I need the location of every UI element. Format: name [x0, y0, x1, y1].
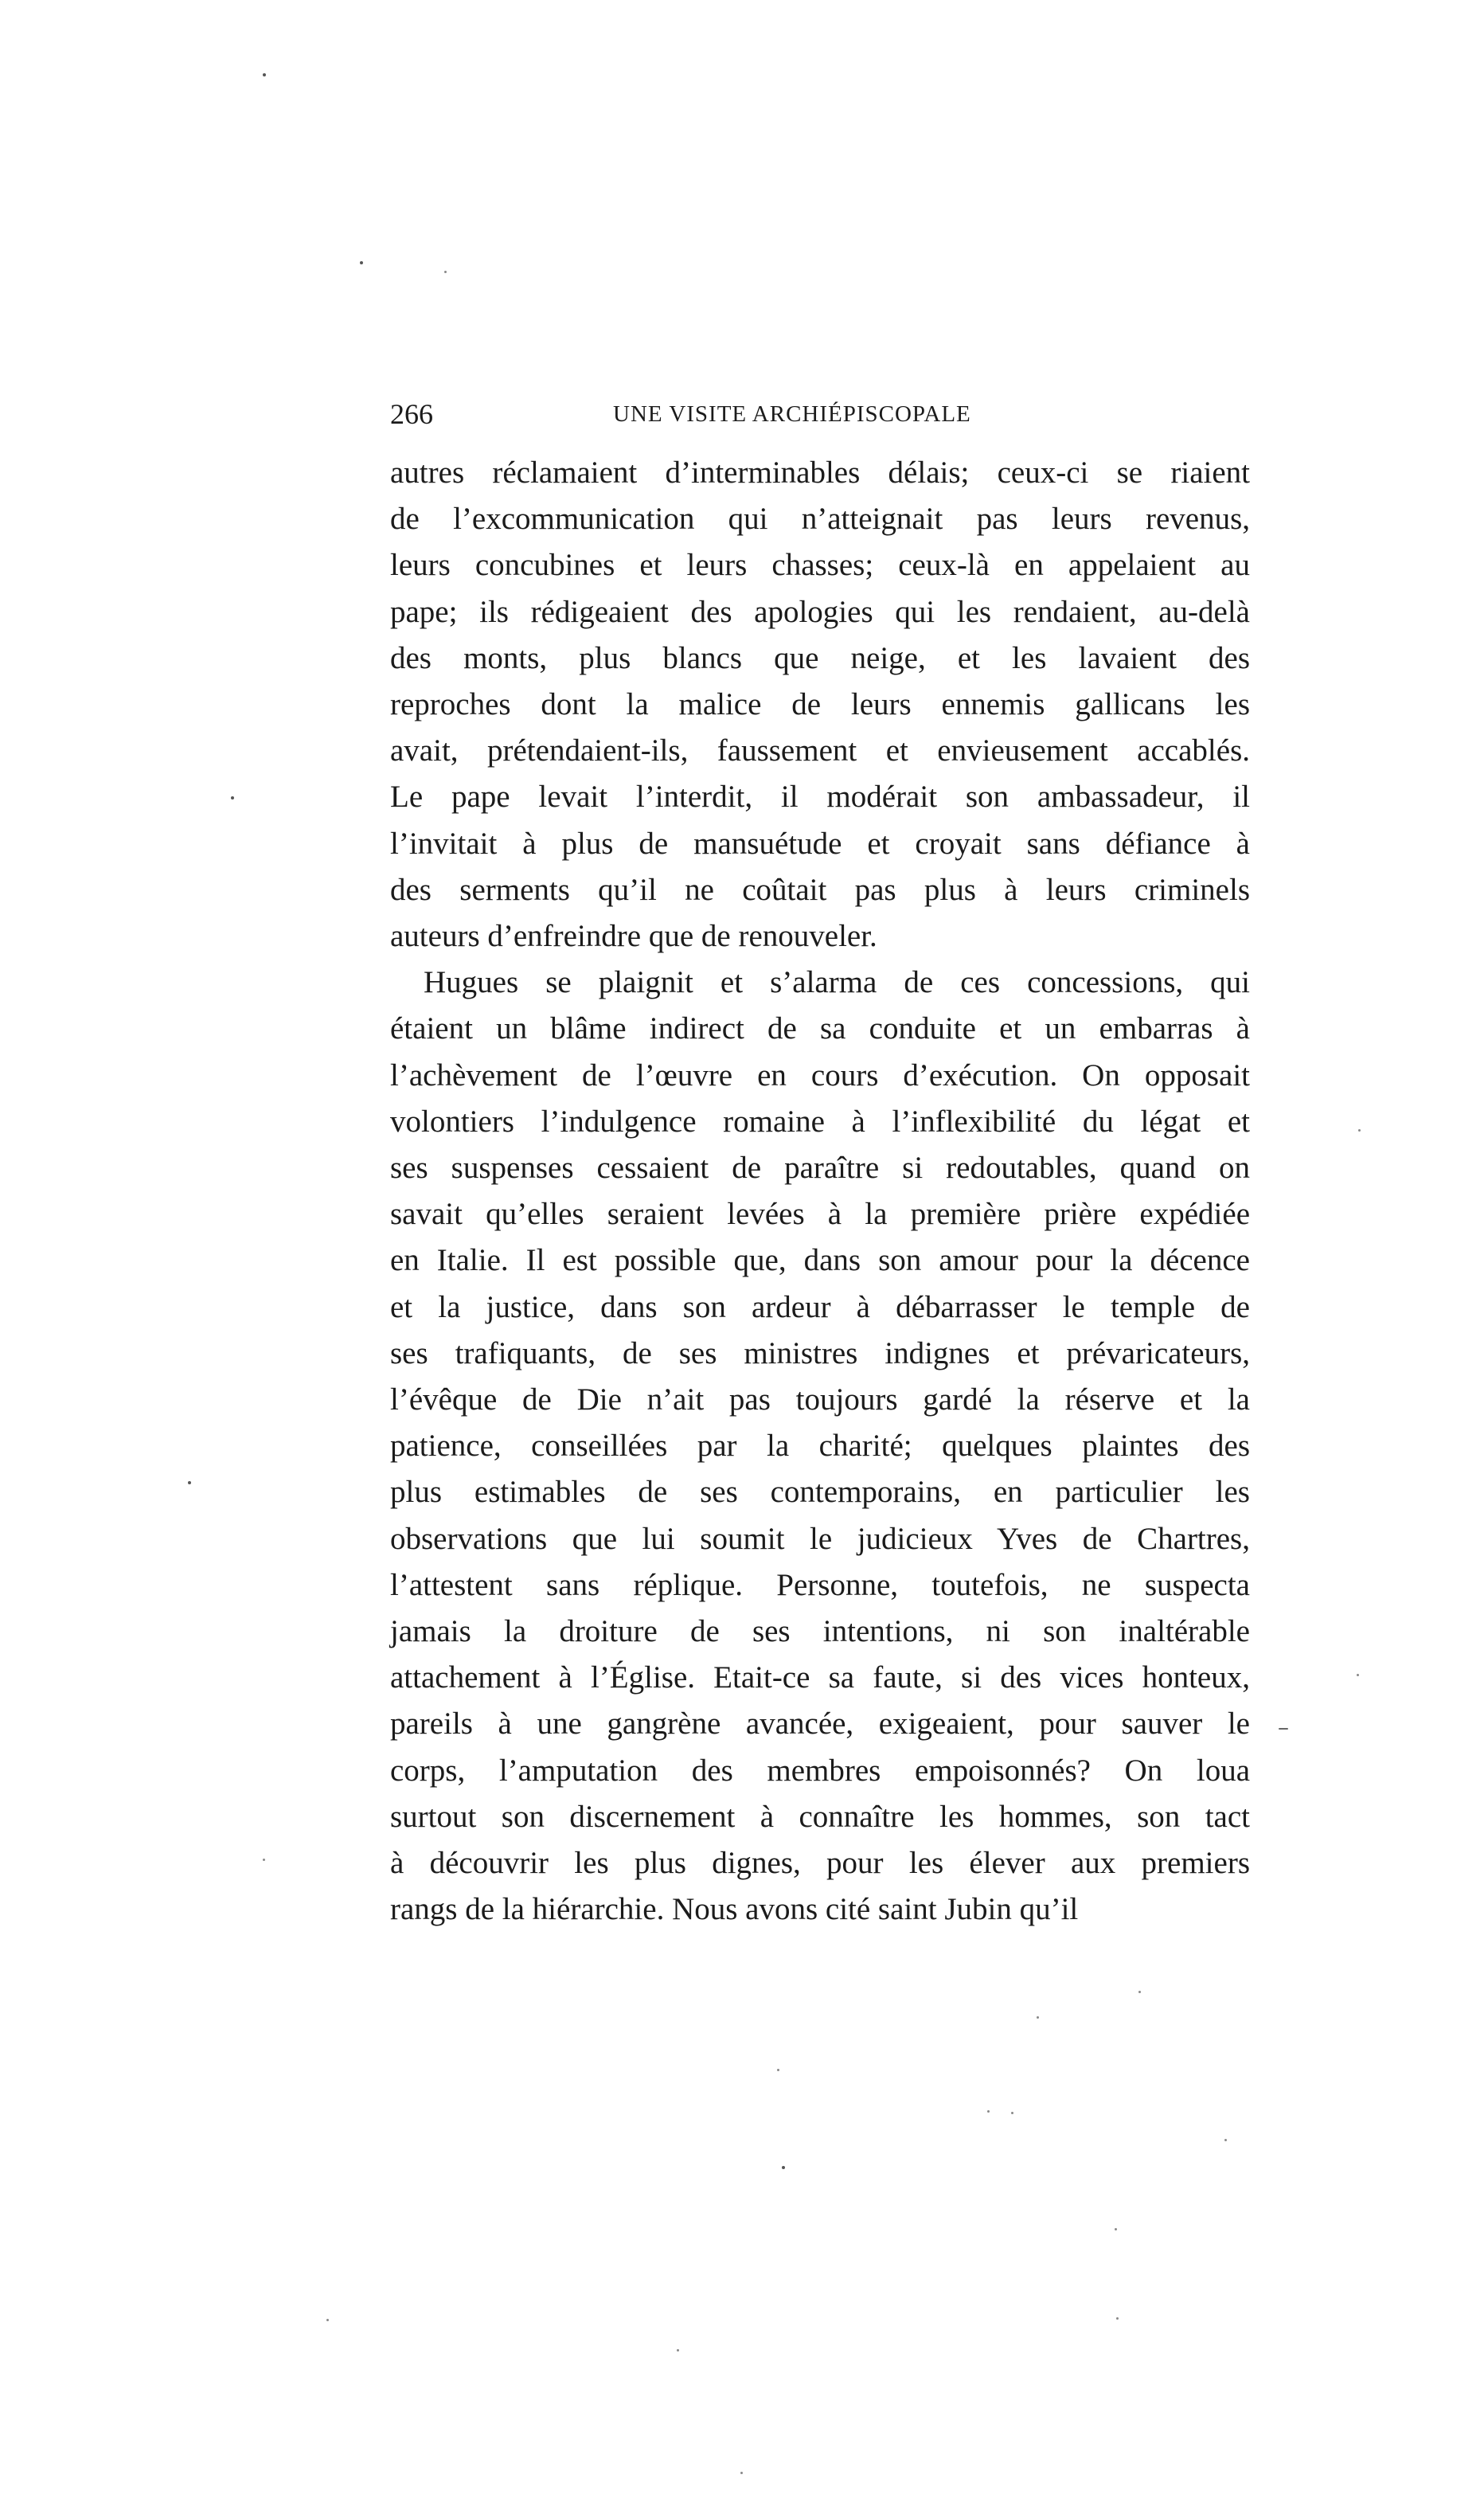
scan-speck — [677, 2349, 679, 2351]
text-line: l’évêque de Die n’ait pas toujours gardé la réserve et la — [390, 1382, 1250, 1417]
text-line: l’invitait à plus de mansuétude et croyait sans défiance à — [390, 826, 1250, 861]
scan-speck — [1116, 2317, 1119, 2320]
text-line: patience, conseillées par la charité; quelques plaintes des — [390, 1429, 1250, 1464]
text-line: en Italie. Il est possible que, dans son amour pour la décence — [390, 1243, 1250, 1278]
text-line: volontiers l’indulgence romaine à l’inflexibilité du légat et — [390, 1104, 1250, 1139]
scan-speck — [1037, 2016, 1039, 2019]
scan-speck — [263, 73, 266, 76]
text-line: pape; ils rédigeaient des apologies qui les rendaient, au-delà — [390, 594, 1250, 629]
text-line: corps, l’amputation des membres empoisonnés? On loua — [390, 1753, 1250, 1788]
text-line: auteurs d’enfreindre que de renouveler. — [390, 919, 877, 954]
scan-speck — [1358, 1129, 1361, 1132]
text-line: rangs de la hiérarchie. Nous avons cité saint Jubin qu’il — [390, 1892, 1079, 1927]
scan-speck — [987, 2110, 990, 2113]
text-line: reproches dont la malice de leurs ennemis gallicans les — [390, 687, 1250, 722]
text-line: plus estimables de ses contemporains, en particulier les — [390, 1475, 1250, 1510]
text-line: jamais la droiture de ses intentions, ni son inaltérable — [390, 1614, 1250, 1649]
text-line: de l’excommunication qui n’atteignait pas leurs revenus, — [390, 502, 1250, 537]
scan-speck — [1011, 2112, 1013, 2114]
text-line: leurs concubines et leurs chasses; ceux-là en appelaient au — [390, 548, 1250, 583]
running-title: UNE VISITE ARCHIÉPISCOPALE — [613, 401, 971, 427]
scan-speck — [777, 2069, 779, 2071]
text-line: ses trafiquants, de ses ministres indignes et prévaricateurs, — [390, 1335, 1250, 1370]
scan-speck — [326, 2319, 329, 2321]
text-line: pareils à une gangrène avancée, exigeaient, pour sauver le — [390, 1706, 1250, 1742]
scan-speck — [188, 1481, 191, 1484]
scan-speck — [1138, 1991, 1141, 1993]
scan-speck — [263, 1859, 265, 1861]
running-head — [390, 390, 1027, 438]
text-line: et la justice, dans son ardeur à débarrasser le temple de — [390, 1289, 1250, 1324]
text-line: avait, prétendaient-ils, faussement et envieusement accablés. — [390, 733, 1250, 768]
text-line: autres réclamaient d’interminables délais; ceux-ci se riaient — [390, 455, 1250, 490]
scan-speck — [1357, 1674, 1359, 1676]
text-line: l’achèvement de l’œuvre en cours d’exécution. On opposait — [390, 1057, 1250, 1093]
text-line: ses suspenses cessaient de paraître si redoutables, quand on — [390, 1151, 1250, 1186]
scan-speck — [444, 271, 447, 273]
paragraph-1 — [390, 450, 1250, 960]
text-line: l’attestent sans réplique. Personne, toutefois, ne suspecta — [390, 1567, 1250, 1602]
text-line: des serments qu’il ne coûtait pas plus à leurs criminels — [390, 872, 1250, 907]
scan-speck — [740, 2472, 743, 2474]
paragraph-2 — [390, 960, 1250, 1933]
body-text — [390, 450, 1250, 1933]
text-line: observations que lui soumit le judicieux Yves de Chartres, — [390, 1521, 1250, 1556]
scan-speck — [1279, 1728, 1288, 1730]
scan-speck — [231, 796, 234, 799]
text-line: savait qu’elles seraient levées à la première prière expédiée — [390, 1197, 1250, 1232]
scan-speck — [782, 2166, 785, 2169]
text-line: à découvrir les plus dignes, pour les élever aux premiers — [390, 1846, 1250, 1881]
text-line: attachement à l’Église. Etait-ce sa faute, si des vices honteux, — [390, 1660, 1250, 1695]
text-line: surtout son discernement à connaître les hommes, son tact — [390, 1799, 1250, 1834]
text-line: étaient un blâme indirect de sa conduite et un embarras à — [390, 1011, 1250, 1046]
text-line: Le pape levait l’interdit, il modérait son ambassadeur, il — [390, 780, 1250, 815]
scan-speck — [1115, 2228, 1117, 2230]
text-line: des monts, plus blancs que neige, et les lavaient des — [390, 640, 1250, 675]
text-line: Hugues se plaignit et s’alarma de ces concessions, qui — [424, 965, 1250, 1000]
page-number: 266 — [390, 398, 433, 430]
scan-speck — [360, 261, 363, 264]
scan-speck — [1224, 2139, 1227, 2141]
